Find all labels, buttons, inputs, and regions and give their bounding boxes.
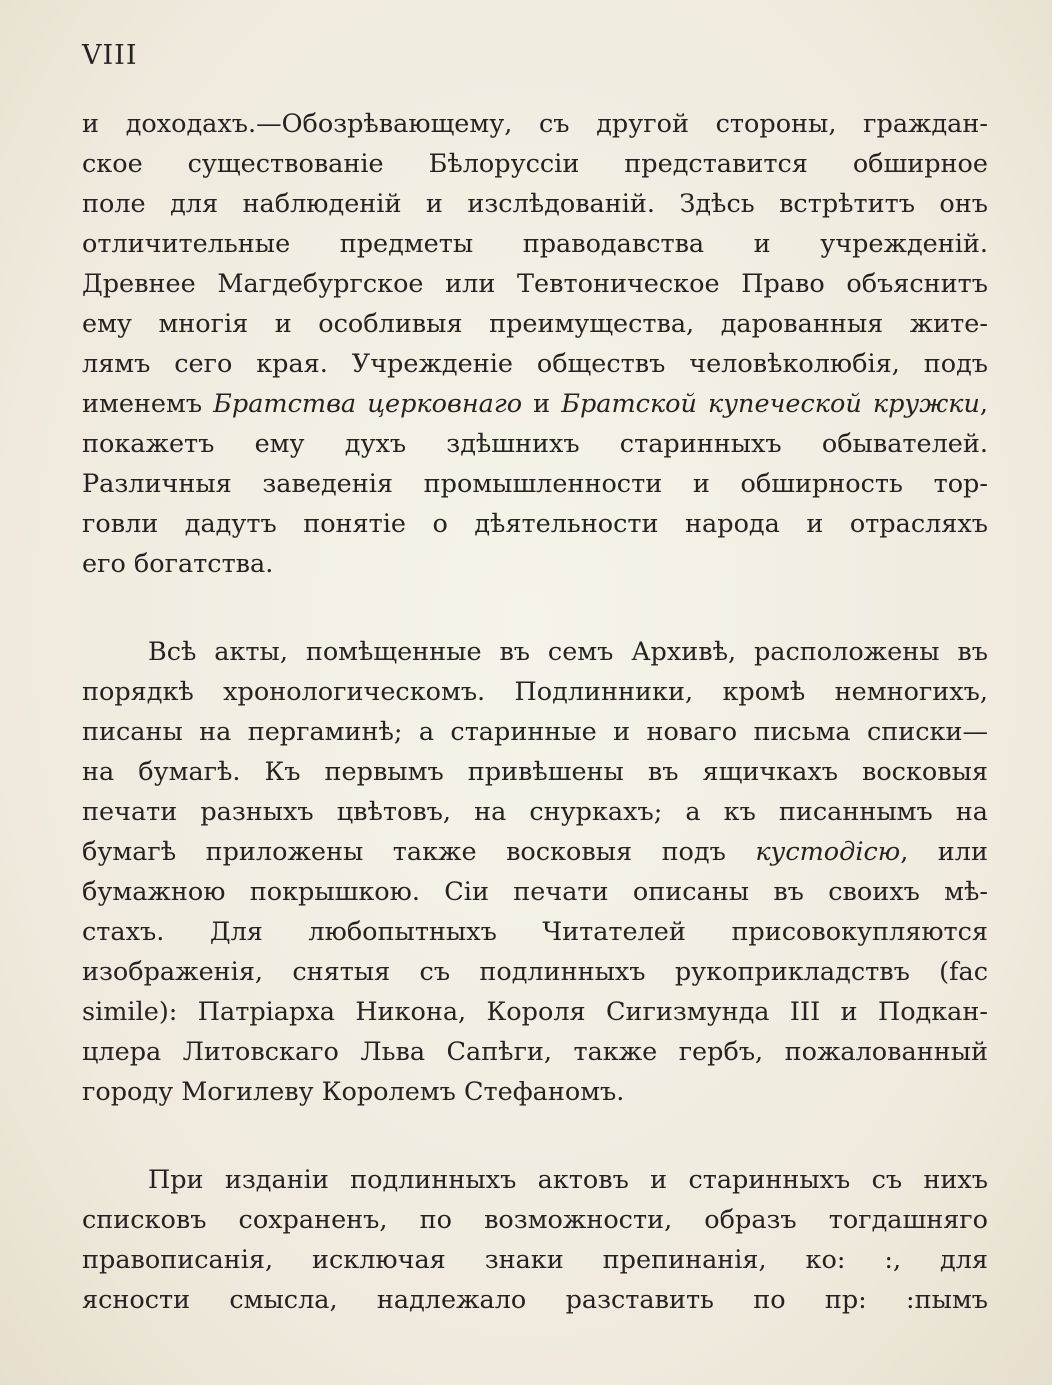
text-line: Различныя заведенія промышленности и обширность тор-: [82, 469, 988, 499]
italic-text: кустодісю: [755, 837, 901, 867]
text-line: ское существованіе Бѣлоруссіи представится обширное: [82, 149, 988, 179]
text-line: Древнее Магдебургское или Тевтоническое Право объяснитъ: [82, 269, 988, 299]
text-line: поле для наблюденій и изслѣдованій. Здѣсь встрѣтитъ онъ: [82, 189, 988, 219]
text-line: стахъ. Для любопытныхъ Читателей присовокупляются: [82, 917, 988, 947]
text-line: на бумагѣ. Къ первымъ привѣшены въ ящичкахъ восковыя: [82, 757, 988, 787]
italic-text: Братства церковнаго: [213, 389, 523, 419]
paragraph-2: [82, 632, 988, 1112]
text-line: списковъ сохраненъ, по возможности, образъ тогдашняго: [82, 1205, 988, 1235]
text-segment: ,: [979, 389, 988, 419]
text-line: правописанія, исключая знаки препинанія, ко: :, для: [82, 1245, 988, 1275]
text-line: ему многія и особливыя преимущества, дарованныя жите-: [82, 309, 988, 339]
text-line: говли дадутъ понятіе о дѣятельности народа и отрасляхъ: [82, 509, 988, 539]
text-line: порядкѣ хронологическомъ. Подлинники, кромѣ немногихъ,: [82, 677, 988, 707]
text-line: лямъ сего края. Учрежденіе обществъ человѣколюбія, подъ: [82, 349, 988, 379]
text-segment: , или: [900, 837, 988, 867]
text-line: городу Могилеву Королемъ Стефаномъ.: [82, 1077, 625, 1107]
text-segment: бумагѣ приложены также восковыя подъ: [82, 837, 756, 867]
text-line: Всѣ акты, помѣщенные въ семъ Архивѣ, расположены въ: [148, 637, 988, 667]
text-line: печати разныхъ цвѣтовъ, на снуркахъ; а къ писаннымъ на: [82, 797, 988, 827]
text-line: покажетъ ему духъ здѣшнихъ старинныхъ обывателей.: [82, 429, 988, 459]
text-segment: и: [522, 389, 562, 419]
paragraph-3: [82, 1160, 988, 1320]
paragraph-1: [82, 104, 988, 584]
text-line: ясности смысла, надлежало разставить по пр: :пымъ: [82, 1285, 988, 1315]
text-line: При изданіи подлинныхъ актовъ и старинныхъ съ нихъ: [148, 1165, 988, 1195]
text-line: его богатства.: [82, 549, 274, 579]
text-line: simile): Патріарха Никона, Короля Сигизмунда III и Подкан-: [82, 997, 988, 1027]
text-line: и доходахъ.—Обозрѣвающему, съ другой стороны, граждан-: [82, 109, 988, 139]
text-line: цлера Литовскаго Льва Сапѣги, также гербъ, пожалованный: [82, 1037, 988, 1067]
page-number: VIII: [82, 40, 138, 71]
text-line: отличительные предметы праводавства и учрежденій.: [82, 229, 988, 259]
text-segment: именемъ: [82, 389, 214, 419]
text-line: [82, 832, 988, 872]
text-line: [82, 384, 988, 424]
italic-text: Братской купеческой кружки: [561, 389, 980, 419]
text-line: изображенія, снятыя съ подлинныхъ рукоприкладствъ (fac: [82, 957, 988, 987]
text-line: писаны на пергаминѣ; а старинные и новаго письма списки—: [82, 717, 988, 747]
text-line: бумажною покрышкою. Сіи печати описаны въ своихъ мѣ-: [82, 877, 988, 907]
